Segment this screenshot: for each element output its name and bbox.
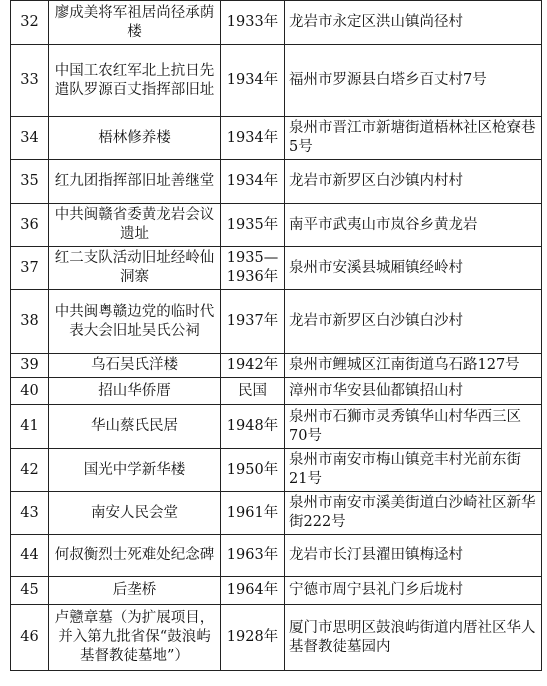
- table-row: [11, 160, 542, 204]
- table-row: [11, 117, 542, 160]
- table-row: [11, 405, 542, 449]
- site-year: 1934年: [221, 45, 285, 117]
- site-name: 廖成美将军祖居尚径承荫楼: [49, 1, 221, 45]
- site-location: 宁德市周宁县礼门乡后垅村: [285, 577, 542, 605]
- site-location: 龙岩市长汀县濯田镇梅迳村: [285, 535, 542, 577]
- site-location: 泉州市安溪县城厢镇经岭村: [285, 247, 542, 290]
- site-name: 何叔衡烈士死难处纪念碑: [49, 535, 221, 577]
- row-number: 37: [11, 247, 49, 290]
- table-row: [11, 535, 542, 577]
- site-location: 漳州市华安县仙都镇招山村: [285, 378, 542, 405]
- row-number: 32: [11, 1, 49, 45]
- site-year: 1964年: [221, 577, 285, 605]
- site-name: 中国工农红军北上抗日先遣队罗源百丈指挥部旧址: [49, 45, 221, 117]
- site-name: 中共闽粤赣边党的临时代表大会旧址吴氏公祠: [49, 290, 221, 354]
- site-name: 中共闽赣省委黄龙岩会议遗址: [49, 204, 221, 247]
- site-location: 泉州市石狮市灵秀镇华山村华西三区70号: [285, 405, 542, 449]
- row-number: 46: [11, 605, 49, 671]
- site-name: 华山蔡氏民居: [49, 405, 221, 449]
- row-number: 43: [11, 492, 49, 535]
- table-row: [11, 354, 542, 378]
- table-body: [11, 1, 542, 671]
- row-number: 44: [11, 535, 49, 577]
- site-location: 南平市武夷山市岚谷乡黄龙岩: [285, 204, 542, 247]
- site-location: 龙岩市永定区洪山镇尚径村: [285, 1, 542, 45]
- site-name: 国光中学新华楼: [49, 449, 221, 492]
- row-number: 36: [11, 204, 49, 247]
- table-row: [11, 247, 542, 290]
- site-location: 泉州市晋江市新塘街道梧林社区枪寮巷5号: [285, 117, 542, 160]
- table-row: [11, 378, 542, 405]
- site-year: 1942年: [221, 354, 285, 378]
- site-location: 龙岩市新罗区白沙镇白沙村: [285, 290, 542, 354]
- site-year: 1963年: [221, 535, 285, 577]
- row-number: 40: [11, 378, 49, 405]
- site-location: 泉州市鲤城区江南街道乌石路127号: [285, 354, 542, 378]
- site-year: 1928年: [221, 605, 285, 671]
- table-row: [11, 204, 542, 247]
- site-location: 泉州市南安市梅山镇竞丰村光前东街21号: [285, 449, 542, 492]
- site-name: 南安人民会堂: [49, 492, 221, 535]
- site-name: 招山华侨厝: [49, 378, 221, 405]
- site-location: 泉州市南安市溪美街道白沙崎社区新华街222号: [285, 492, 542, 535]
- heritage-sites-table: [10, 0, 542, 671]
- row-number: 38: [11, 290, 49, 354]
- row-number: 42: [11, 449, 49, 492]
- site-year: 1934年: [221, 117, 285, 160]
- row-number: 35: [11, 160, 49, 204]
- site-year: 1950年: [221, 449, 285, 492]
- site-location: 龙岩市新罗区白沙镇内村村: [285, 160, 542, 204]
- table-row: [11, 290, 542, 354]
- table-row: [11, 1, 542, 45]
- site-name: 卢戆章墓（为扩展项目，并入第九批省保“鼓浪屿基督教徒墓地”）: [49, 605, 221, 671]
- site-name: 红二支队活动旧址经岭仙洞寨: [49, 247, 221, 290]
- site-year: 1933年: [221, 1, 285, 45]
- site-name: 后垄桥: [49, 577, 221, 605]
- table-row: [11, 492, 542, 535]
- site-year: 1935年: [221, 204, 285, 247]
- site-year: 1934年: [221, 160, 285, 204]
- site-location: 厦门市思明区鼓浪屿街道内厝社区华人基督教徒墓园内: [285, 605, 542, 671]
- site-name: 红九团指挥部旧址善继堂: [49, 160, 221, 204]
- site-name: 乌石吴氏洋楼: [49, 354, 221, 378]
- site-location: 福州市罗源县白塔乡百丈村7号: [285, 45, 542, 117]
- site-year: 1937年: [221, 290, 285, 354]
- site-year: 民国: [221, 378, 285, 405]
- site-name: 梧林修养楼: [49, 117, 221, 160]
- row-number: 33: [11, 45, 49, 117]
- table-row: [11, 449, 542, 492]
- site-year: 1935—1936年: [221, 247, 285, 290]
- table-row: [11, 577, 542, 605]
- site-year: 1948年: [221, 405, 285, 449]
- table-row: [11, 45, 542, 117]
- table-row: [11, 605, 542, 671]
- row-number: 41: [11, 405, 49, 449]
- site-year: 1961年: [221, 492, 285, 535]
- row-number: 39: [11, 354, 49, 378]
- row-number: 45: [11, 577, 49, 605]
- row-number: 34: [11, 117, 49, 160]
